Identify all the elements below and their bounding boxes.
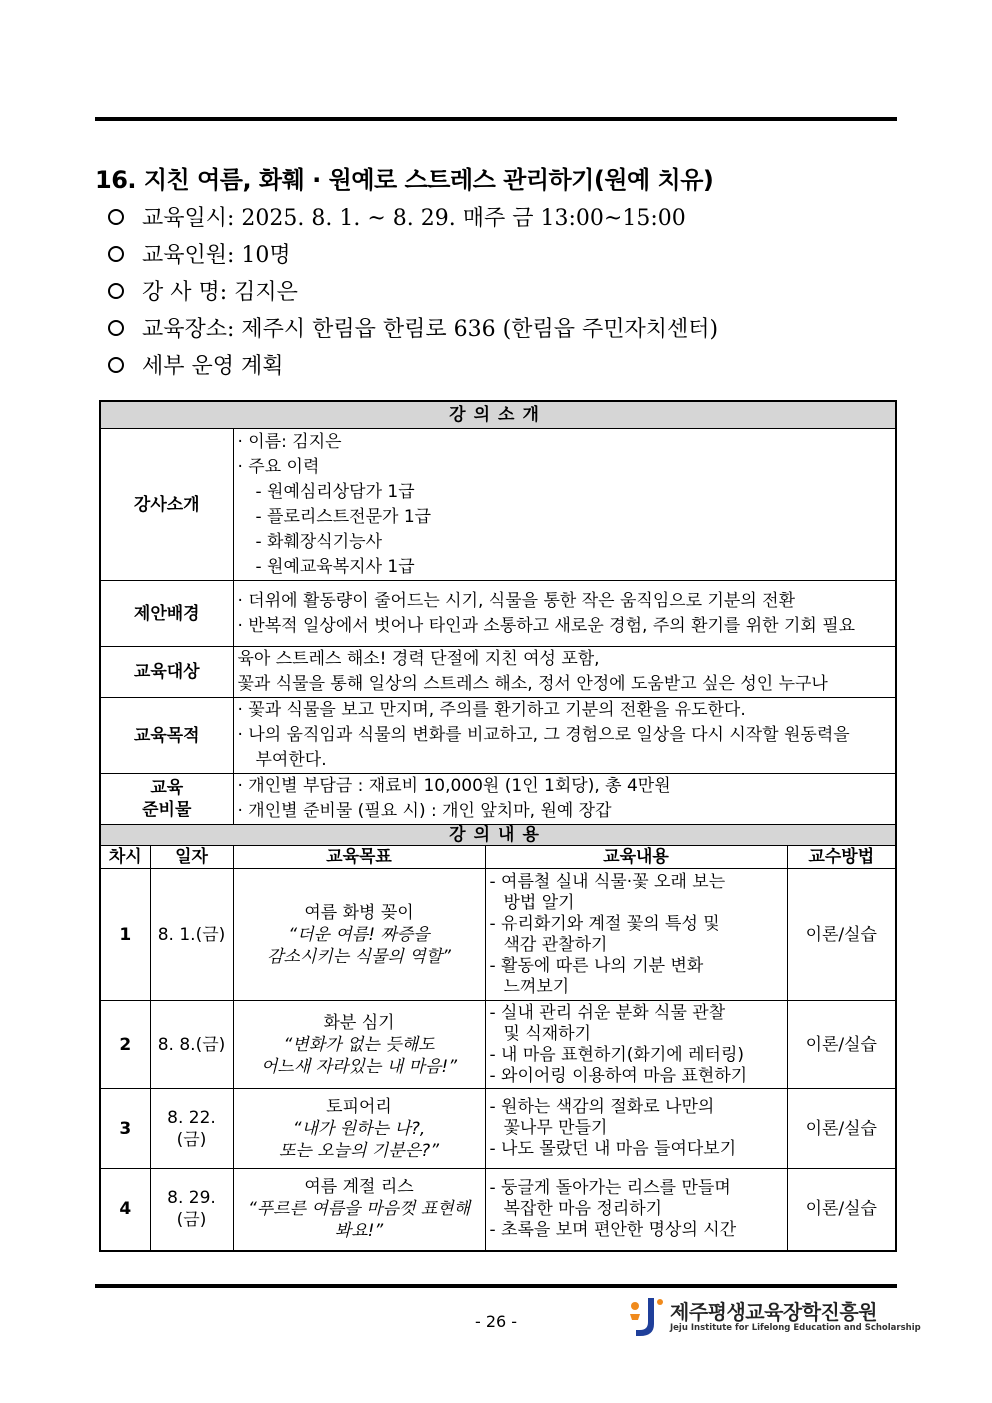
table-row: 2 8. 8.(금) 화분 심기 “변화가 없는 듯해도 어느새 자라있는 내 마음!” - 실내 관리 쉬운 분화 식물 관찰 및 식재하기 - 내 마음 표현하기(화기에 레터링) - 와이어링 이용하여 마음 표현하기 이론/실습 bbox=[100, 1001, 896, 1089]
bullet-location: 교육장소: 제주시 한림읍 한림로 636 (한림읍 주민자치센터) bbox=[108, 311, 718, 348]
prep-detail: · 개인별 부담금 : 재료비 10,000원 (1인 1회당), 총 4만원 · 개인별 준비물 (필요 시) : 개인 앞치마, 원예 장갑 bbox=[233, 774, 896, 825]
bullet-plan: 세부 운영 계획 bbox=[108, 348, 718, 385]
goal-detail: · 꽃과 식물을 보고 만지며, 주의를 환기하고 기분의 전환을 유도한다. · 나의 움직임과 식물의 변화를 비교하고, 그 경험으로 일상을 다시 시작할 원동력을 부여한다. bbox=[233, 698, 896, 774]
bullet-instructor: 강 사 명: 김지은 bbox=[108, 274, 718, 311]
info-bullets bbox=[108, 200, 718, 385]
org-logo bbox=[626, 1294, 921, 1338]
page-title: 16. 지친 여름, 화훼 · 원예로 스트레스 관리하기(원예 치유) bbox=[95, 166, 714, 194]
col-header-content: 교육내용 bbox=[485, 846, 787, 869]
circle-bullet-icon bbox=[108, 283, 124, 299]
circle-bullet-icon bbox=[108, 320, 124, 336]
prep-label: 교육 준비물 bbox=[100, 774, 233, 825]
plan-table bbox=[99, 400, 897, 1252]
instructor-detail: · 이름: 김지은 · 주요 이력 - 원예심리상담가 1급 - 플로리스트전문가 1급 - 화훼장식기능사 - 원예교육복지사 1급 bbox=[233, 429, 896, 581]
org-name-en: Jeju Institute for Lifelong Education and Scholarship bbox=[670, 1323, 921, 1333]
col-header-goal: 교육목표 bbox=[233, 846, 485, 869]
circle-bullet-icon bbox=[108, 357, 124, 373]
target-detail: 육아 스트레스 해소! 경력 단절에 지친 여성 포함, 꽃과 식물을 통해 일상의 스트레스 해소, 정서 안정에 도움받고 싶은 성인 누구나 bbox=[233, 647, 896, 698]
page-number: - 26 - bbox=[474, 1312, 518, 1331]
col-header-session: 차시 bbox=[100, 846, 150, 869]
top-rule bbox=[95, 117, 897, 121]
background-label: 제안배경 bbox=[100, 581, 233, 647]
org-logo-mark-icon bbox=[626, 1294, 668, 1338]
bullet-date: 교육일시: 2025. 8. 1. ~ 8. 29. 매주 금 13:00~15:00 bbox=[108, 200, 718, 237]
circle-bullet-icon bbox=[108, 246, 124, 262]
instructor-label: 강사소개 bbox=[100, 429, 233, 581]
bullet-headcount: 교육인원: 10명 bbox=[108, 237, 718, 274]
content-section-header: 강의내용 bbox=[100, 825, 896, 846]
table-row: 4 8. 29.(금) 여름 계절 리스 “푸르른 여름을 마음껏 표현해 봐요!” - 둥글게 돌아가는 리스를 만들며 복잡한 마음 정리하기 - 초록을 보며 편안한 명상의 시간 이론/실습 bbox=[100, 1169, 896, 1251]
intro-section-header: 강의소개 bbox=[100, 401, 896, 429]
col-header-date: 일자 bbox=[150, 846, 233, 869]
circle-bullet-icon bbox=[108, 209, 124, 225]
target-label: 교육대상 bbox=[100, 647, 233, 698]
background-detail: · 더위에 활동량이 줄어드는 시기, 식물을 통한 작은 움직임으로 기분의 전환 · 반복적 일상에서 벗어나 타인과 소통하고 새로운 경험, 주의 환기를 위한 기회 필요 bbox=[233, 581, 896, 647]
org-name: 제주평생교육장학진흥원 bbox=[670, 1300, 878, 1324]
table-row: 1 8. 1.(금) 여름 화병 꽂이 “더운 여름! 짜증을 감소시키는 식물의 역할” - 여름철 실내 식물·꽃 오래 보는 방법 알기 - 유리화기와 계절 꽃의 특성 및 색감 관찰하기 - 활동에 따른 나의 기분 변화 느껴보기 이론/실습 bbox=[100, 869, 896, 1001]
goal-label: 교육목적 bbox=[100, 698, 233, 774]
table-row: 3 8. 22.(금) 토피어리 “내가 원하는 나?, 또는 오늘의 기분은?” - 원하는 색감의 절화로 나만의 꽃나무 만들기 - 나도 몰랐던 내 마음 들여다보기 이론/실습 bbox=[100, 1089, 896, 1169]
bottom-rule bbox=[95, 1284, 897, 1288]
col-header-method: 교수방법 bbox=[787, 846, 896, 869]
